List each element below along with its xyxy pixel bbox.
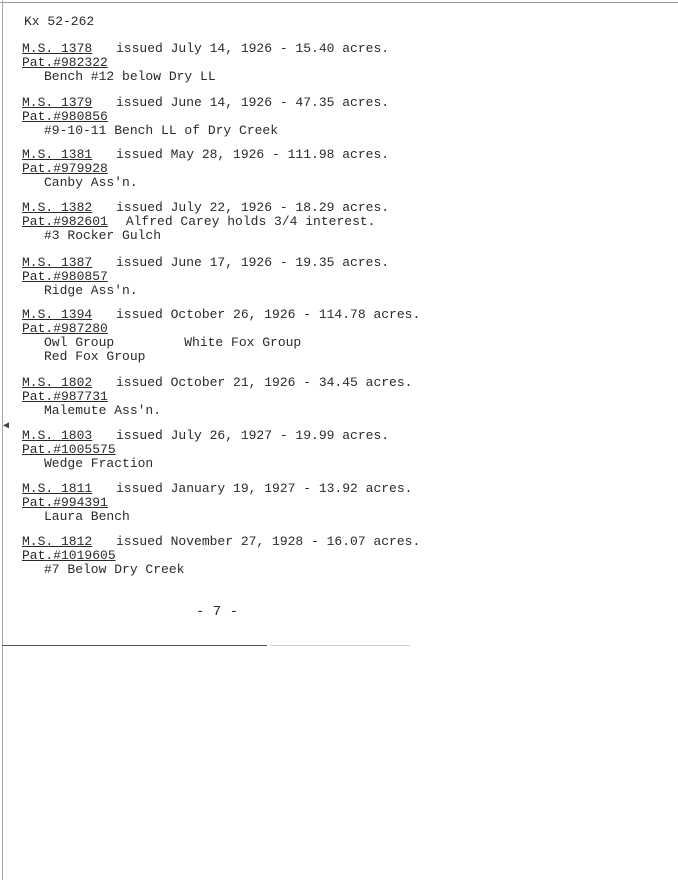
patent-number: Pat.#1019605 xyxy=(22,548,116,563)
claim-entry xyxy=(22,148,389,190)
claim-description: Bench #12 below Dry LL xyxy=(44,69,216,84)
page-edge-top xyxy=(0,2,678,3)
claim-entry xyxy=(22,535,420,577)
issued-text: issued October 21, 1926 - 34.45 acres. xyxy=(116,375,413,390)
patent-number: Pat.#980857 xyxy=(22,269,108,284)
ms-number: M.S. 1378 xyxy=(22,41,93,56)
claim-description-b: White Fox Group xyxy=(184,335,302,350)
claim-description: #3 Rocker Gulch xyxy=(44,228,162,243)
issued-text: issued July 14, 1926 - 15.40 acres. xyxy=(116,41,390,56)
issued-text: issued June 14, 1926 - 47.35 acres. xyxy=(116,95,390,110)
claim-description: Canby Ass'n. xyxy=(44,175,138,190)
ms-number: M.S. 1803 xyxy=(22,428,93,443)
claim-entry xyxy=(22,308,420,364)
claim-entry xyxy=(22,482,412,524)
issued-text: issued November 27, 1928 - 16.07 acres. xyxy=(116,534,421,549)
claim-description: Malemute Ass'n. xyxy=(44,403,162,418)
ms-number: M.S. 1811 xyxy=(22,481,93,496)
margin-arrow-icon: ◀ xyxy=(3,421,10,432)
claim-entry xyxy=(22,376,412,418)
ms-number: M.S. 1381 xyxy=(22,147,93,162)
patent-number: Pat.#982322 xyxy=(22,55,108,70)
claim-description: Laura Bench xyxy=(44,509,130,524)
ms-number: M.S. 1382 xyxy=(22,200,93,215)
page-divider xyxy=(2,645,267,646)
issued-text: issued January 19, 1927 - 13.92 acres. xyxy=(116,481,413,496)
claim-description: #7 Below Dry Creek xyxy=(44,562,185,577)
patent-number: Pat.#982601 xyxy=(22,214,108,229)
page-number: - 7 - xyxy=(196,604,239,620)
patent-number: Pat.#980856 xyxy=(22,109,108,124)
patent-number: Pat.#979928 xyxy=(22,161,108,176)
claim-description-2: Red Fox Group xyxy=(44,349,146,364)
claim-entry xyxy=(22,429,389,471)
claim-description: Ridge Ass'n. xyxy=(44,283,138,298)
ms-number: M.S. 1387 xyxy=(22,255,93,270)
patent-number: Pat.#987731 xyxy=(22,389,108,404)
claim-entry xyxy=(22,96,389,138)
issued-text: issued July 22, 1926 - 18.29 acres. xyxy=(116,200,390,215)
patent-number: Pat.#994391 xyxy=(22,495,108,510)
claim-description: Owl Group xyxy=(44,335,115,350)
patent-number: Pat.#987280 xyxy=(22,321,108,336)
issued-text: issued July 26, 1927 - 19.99 acres. xyxy=(116,428,390,443)
claim-description: Wedge Fraction xyxy=(44,456,154,471)
ms-number: M.S. 1379 xyxy=(22,95,93,110)
page-divider-faint xyxy=(270,645,410,646)
issued-text: issued May 28, 1926 - 111.98 acres. xyxy=(116,147,390,162)
document-id: Kx 52-262 xyxy=(24,14,95,29)
ms-number: M.S. 1394 xyxy=(22,307,93,322)
ms-number: M.S. 1802 xyxy=(22,375,93,390)
page-edge-left xyxy=(2,0,3,880)
claim-entry xyxy=(22,42,389,84)
claim-entry xyxy=(22,201,389,243)
claim-description: #9-10-11 Bench LL of Dry Creek xyxy=(44,123,279,138)
interest-note: Alfred Carey holds 3/4 interest. xyxy=(125,214,376,229)
patent-number: Pat.#1005575 xyxy=(22,442,116,457)
ms-number: M.S. 1812 xyxy=(22,534,93,549)
issued-text: issued June 17, 1926 - 19.35 acres. xyxy=(116,255,390,270)
claim-entry xyxy=(22,256,389,298)
issued-text: issued October 26, 1926 - 114.78 acres. xyxy=(116,307,421,322)
